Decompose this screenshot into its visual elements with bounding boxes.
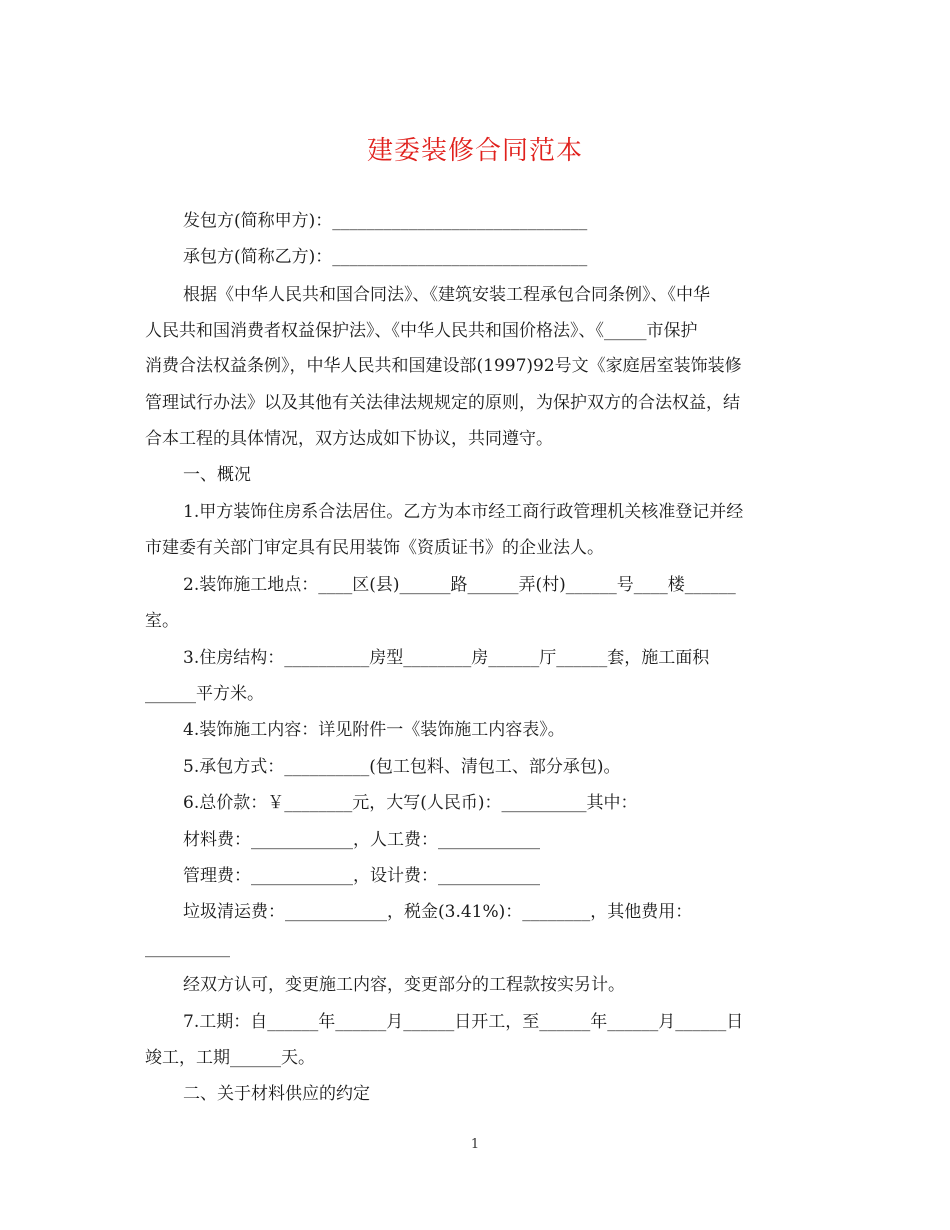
clause-4-line: 4.装饰施工内容：详见附件一《装饰施工内容表》。 (183, 720, 565, 740)
clause-3-line-1: 3.住房结构：__________房型________房______厅______套，施工面积 (183, 648, 710, 668)
clause-1-line-2: 市建委有关部门审定具有民用装饰《资质证书》的企业法人。 (145, 538, 604, 558)
clause-7-line-2: 竣工，工期______天。 (145, 1048, 315, 1068)
clause-3-line-2: ______平方米。 (145, 684, 264, 704)
clause-5-line: 5.承包方式：__________(包工包料、清包工、部分承包)。 (183, 757, 621, 777)
fee-line-management-design: 管理费：____________，设计费：____________ (183, 866, 540, 886)
clause-2-line-2: 室。 (145, 611, 179, 631)
party-b-line: 承包方(简称乙方)：______________________________ (183, 247, 588, 267)
document-title: 建委装修合同范本 (366, 136, 583, 166)
preamble-line-3: 消费合法权益条例》，中华人民共和国建设部(1997)92号文《家庭居室装饰装修 (145, 356, 742, 376)
clause-2-line-1: 2.装饰施工地点：____区(县)______路______弄(村)______号____楼______ (183, 575, 736, 595)
clause-6-line: 6.总价款：￥________元，大写(人民币)：__________其中： (183, 793, 638, 813)
preamble-line-5: 合本工程的具体情况，双方达成如下协议，共同遵守。 (145, 429, 553, 449)
preamble-line-4: 管理试行办法》以及其他有关法律法规规定的原则，为保护双方的合法权益，结 (145, 393, 740, 413)
section-heading-overview: 一、概况 (183, 465, 251, 485)
change-note-line: 经双方认可，变更施工内容，变更部分的工程款按实另计。 (183, 975, 625, 995)
fee-line-materials-labor: 材料费：____________，人工费：____________ (183, 830, 540, 850)
clause-1-line-1: 1.甲方装饰住房系合法居住。乙方为本市经工商行政管理机关核准登记并经 (183, 502, 744, 522)
fee-line-waste-tax-other: 垃圾清运费：____________，税金(3.41%)：________，其他费用： (183, 902, 693, 922)
preamble-line-2: 人民共和国消费者权益保护法》、《中华人民共和国价格法》、《_____市保护 (145, 321, 698, 341)
page-number: 1 (470, 1137, 480, 1152)
section-heading-materials: 二、关于材料供应的约定 (183, 1084, 370, 1104)
party-a-line: 发包方(简称甲方)：______________________________ (183, 211, 588, 231)
fee-line-other-blank: __________ (145, 938, 230, 958)
preamble-line-1: 根据《中华人民共和国合同法》、《建筑安装工程承包合同条例》、《中华 (183, 285, 710, 305)
clause-7-line-1: 7.工期：自______年______月______日开工，至______年______月______日 (183, 1012, 744, 1032)
